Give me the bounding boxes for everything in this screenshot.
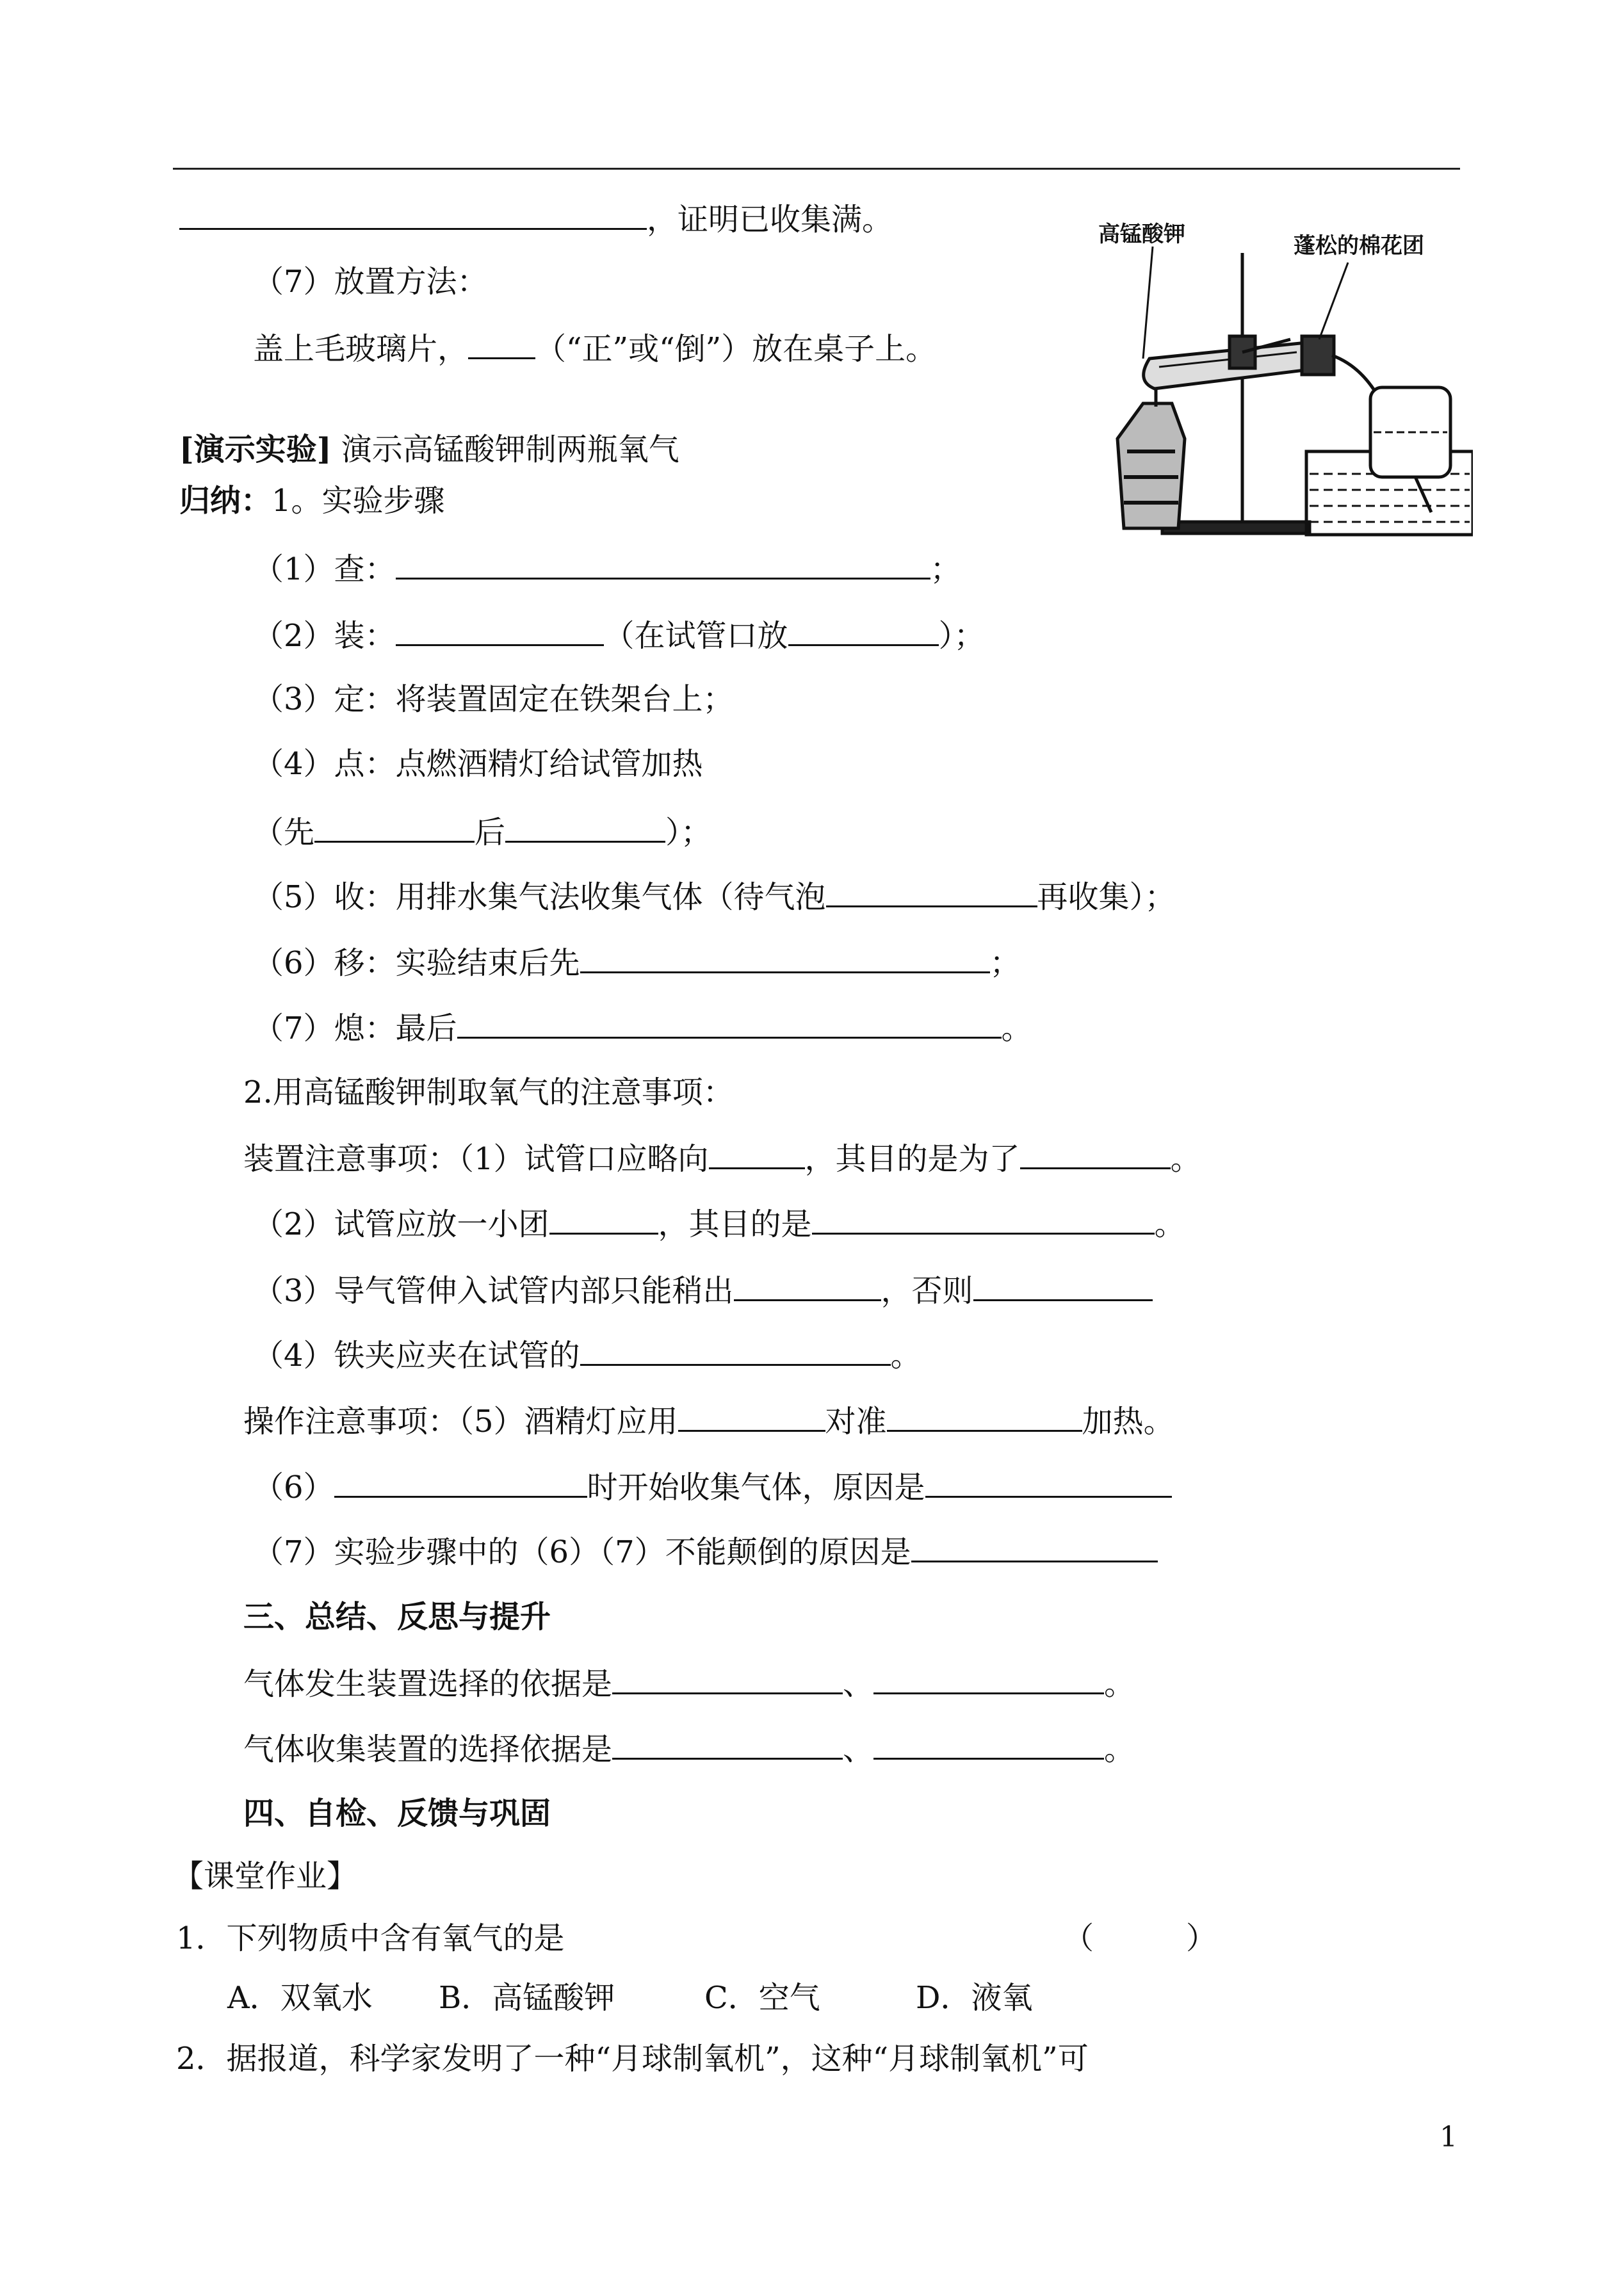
homework-q2: 2．据报道，科学家发明了一种“月球制氧机”，这种“月球制氧机”可 — [176, 2041, 1089, 2077]
section-3-q2: 气体收集装置的选择依据是 、 。 — [243, 1728, 1135, 1769]
homework-q1-options — [227, 1979, 1033, 2017]
page-number: 1 — [1440, 2121, 1458, 2153]
step-7: （7）熄：最后 。 — [253, 1007, 1032, 1048]
place-text: 盖上毛玻璃片， （“正”或“倒”）放在桌子上。 — [253, 328, 936, 368]
figure-label-potassium-permanganate: 高锰酸钾 — [1098, 222, 1185, 247]
section-3-heading: 三、总结、反思与提升 — [243, 1599, 551, 1635]
step-2: （2）装： （在试管口放 ）； — [253, 615, 985, 655]
answer-blank[interactable] — [911, 1531, 1158, 1562]
step-4-detail: （先 后 ）； — [253, 811, 711, 852]
note-1: 装置注意事项：（1）试管口应略向 ，其目的是为了 。 — [243, 1138, 1201, 1178]
place-heading: （7）放置方法： — [253, 264, 488, 300]
answer-blank[interactable] — [580, 942, 990, 973]
homework-tag: 【课堂作业】 — [173, 1858, 358, 1894]
header-rule — [173, 168, 1460, 170]
homework-q1-answer-paren[interactable]: （ ） — [1063, 1920, 1217, 1956]
notes-title: 2.用高锰酸钾制取氧气的注意事项： — [243, 1075, 734, 1110]
note-6: （6） 时开始收集气体，原因是 — [253, 1466, 1172, 1507]
answer-blank[interactable] — [887, 1400, 1082, 1432]
answer-blank[interactable] — [396, 615, 604, 646]
answer-blank[interactable] — [709, 1138, 805, 1169]
answer-blank[interactable] — [925, 1466, 1172, 1498]
potassium-permanganate-apparatus-figure — [1098, 221, 1473, 547]
option-d[interactable]: D．液氧 — [916, 1980, 1033, 2016]
homework-q1: 1．下列物质中含有氧气的是 — [176, 1920, 565, 1956]
answer-blank[interactable] — [788, 615, 939, 646]
answer-blank[interactable] — [678, 1400, 825, 1432]
answer-blank[interactable] — [1020, 1138, 1171, 1169]
note-5: 操作注意事项：（5）酒精灯应用 对准 加热。 — [243, 1400, 1174, 1441]
answer-blank[interactable] — [873, 1663, 1104, 1694]
step-5: （5）收：用排水集气法收集气体（待气泡 再收集）； — [253, 876, 1176, 916]
section-4-heading: 四、自检、反馈与巩固 — [243, 1796, 551, 1831]
answer-blank[interactable] — [314, 811, 475, 843]
answer-blank[interactable] — [812, 1203, 1155, 1235]
answer-blank[interactable] — [612, 1728, 843, 1760]
step-3: （3）定：将装置固定在铁架台上； — [253, 681, 734, 717]
step-6: （6）移：实验结束后先 ； — [253, 942, 1021, 982]
answer-blank[interactable] — [549, 1203, 658, 1235]
note-3: （3）导气管伸入试管内部只能稍出 ，否则 — [253, 1270, 1153, 1310]
answer-blank[interactable] — [612, 1663, 843, 1694]
step-4: （4）点：点燃酒精灯给试管加热 — [253, 746, 703, 782]
answer-blank[interactable] — [826, 876, 1037, 907]
option-c[interactable]: C．空气 — [704, 1980, 820, 2016]
step-1: （1）查： ； — [253, 548, 961, 588]
note-4: （4）铁夹应夹在试管的 。 — [253, 1334, 922, 1375]
answer-blank[interactable] — [973, 1270, 1153, 1301]
option-a[interactable]: A．双氧水 — [227, 1980, 373, 2016]
line-collected-full: ，证明已收集满。 — [179, 199, 893, 239]
answer-blank[interactable] — [873, 1728, 1104, 1760]
demo-line: [演示实验] 演示高锰酸钾制两瓶氧气 — [179, 432, 679, 467]
answer-blank[interactable] — [457, 1007, 1002, 1039]
note-7: （7）实验步骤中的（6）（7）不能颠倒的原因是 — [253, 1531, 1158, 1571]
summary-line: 归纳：1。实验步骤 — [179, 483, 445, 519]
answer-blank[interactable] — [334, 1466, 587, 1498]
note-2: （2）试管应放一小团 ，其目的是 。 — [253, 1203, 1185, 1244]
answer-blank[interactable] — [734, 1270, 881, 1301]
figure-label-cotton: 蓬松的棉花团 — [1294, 233, 1424, 259]
answer-blank[interactable] — [468, 328, 535, 359]
option-b[interactable]: B．高锰酸钾 — [439, 1980, 615, 2016]
answer-blank[interactable] — [179, 199, 647, 230]
section-3-q1: 气体发生装置选择的依据是 、 。 — [243, 1663, 1135, 1703]
answer-blank[interactable] — [396, 548, 930, 580]
answer-blank[interactable] — [580, 1334, 891, 1366]
answer-blank[interactable] — [505, 811, 665, 843]
